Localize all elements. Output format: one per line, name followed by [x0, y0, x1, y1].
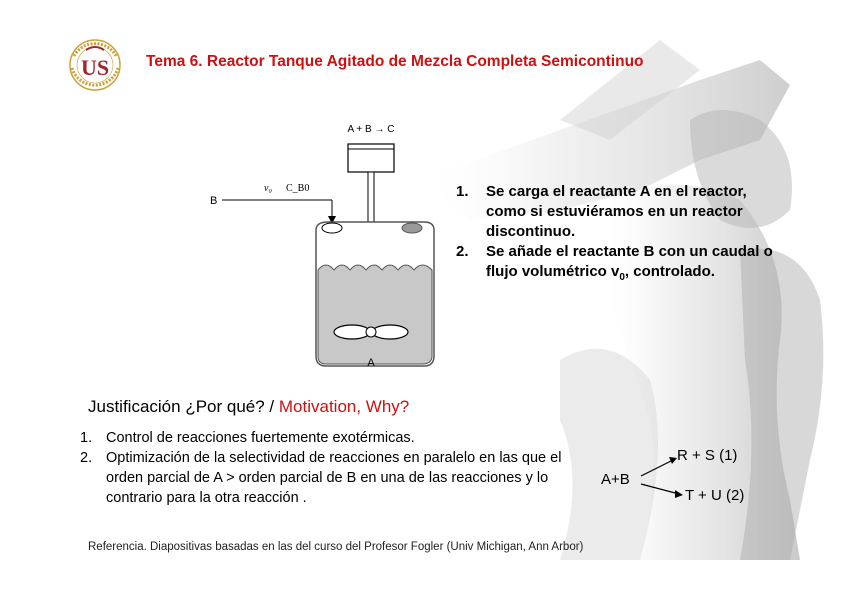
- impeller-blade-right: [372, 325, 408, 339]
- university-seal-logo: [62, 38, 128, 92]
- feed-label: B: [210, 195, 218, 207]
- reaction-label: A + B → C: [347, 124, 395, 135]
- list-item: [80, 448, 600, 508]
- procedure-steps: [456, 182, 776, 288]
- parallel-reaction-scheme: [595, 440, 795, 510]
- list-item: [80, 428, 600, 448]
- stirrer-motor: [348, 144, 394, 172]
- list-number: 2.: [80, 450, 93, 466]
- concentration-label: C_B0: [286, 183, 310, 194]
- flow-label: v₀: [264, 183, 272, 194]
- impeller-blade-left: [334, 325, 370, 339]
- list-item: [456, 182, 776, 242]
- justification-list: [80, 428, 600, 508]
- slide-title: Tema 6. Reactor Tanque Agitado de Mezcla Completa Semicontinuo: [146, 53, 644, 70]
- tank-liquid: [318, 265, 432, 364]
- svg-text:US: US: [80, 55, 110, 80]
- reference-note: Referencia. Diapositivas basadas en las del curso del Profesor Fogler (Univ Michigan, Ann Arbor): [88, 541, 584, 553]
- justification-heading: Justificación ¿Por qué? / Motivation, Why?: [88, 397, 410, 416]
- list-number: 1.: [80, 430, 93, 446]
- semibatch-reactor-diagram: [200, 118, 450, 380]
- list-number: 2.: [456, 243, 469, 260]
- feed-nozzle: [322, 223, 342, 233]
- reason-text: Optimización de la selectividad de reacciones en paralelo en las que el orden parcial de A > orden parcial de B en una de las reacciones y lo contrario para la otra reacción .: [106, 450, 562, 506]
- step-text: Se carga el reactante A en el reactor, como si estuviéramos en un reactor discontinuo.: [486, 183, 747, 240]
- reactants-label: A+B: [601, 471, 630, 488]
- list-item: [456, 242, 776, 288]
- product-2-label: T + U (2): [685, 487, 745, 504]
- reason-text: Control de reacciones fuertemente exotérmicas.: [106, 430, 415, 446]
- tank-content-label: A: [367, 357, 375, 369]
- vent-nozzle: [402, 223, 422, 233]
- product-1-label: R + S (1): [677, 447, 738, 464]
- step-text: Se añade el reactante B con un caudal o flujo volumétrico $v_0$, controlado.: [486, 243, 773, 283]
- list-number: 1.: [456, 183, 469, 200]
